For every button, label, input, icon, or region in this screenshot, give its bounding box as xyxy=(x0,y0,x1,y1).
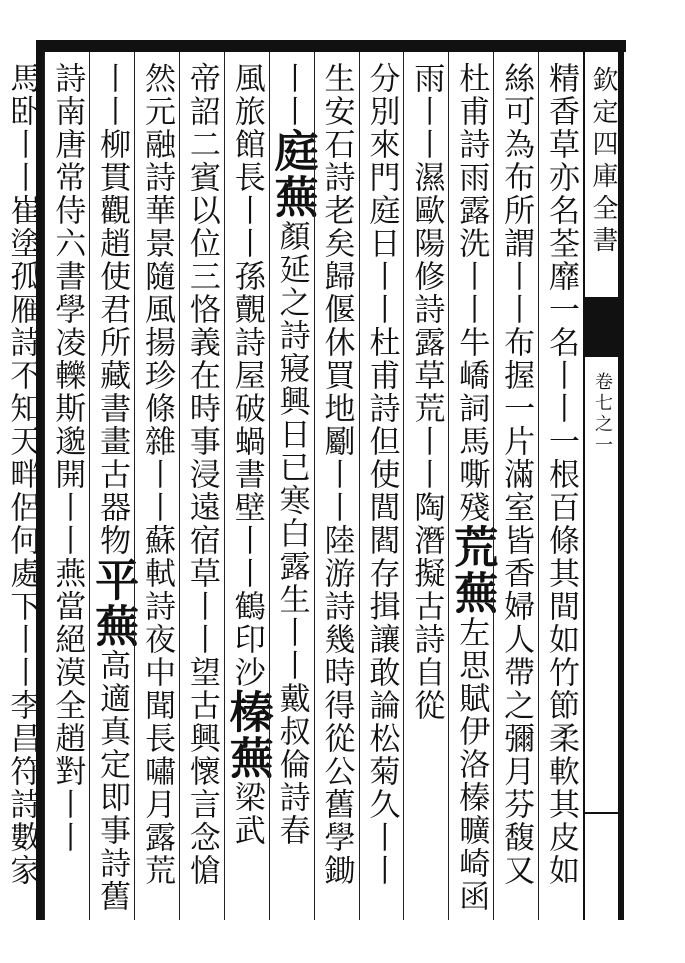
text-column: 詩南唐常侍六書學凌轢斯邈開丨丨燕當絕漠全趙對丨丨 xyxy=(44,52,89,920)
entry-heading: 平蕪 xyxy=(87,557,139,649)
volume-label: 卷七之一 xyxy=(592,372,613,456)
text-column: 丨丨庭蕪顏延之詩寢興日已寒白露生丨丨戴叔倫詩春 xyxy=(269,52,314,920)
text-column: 雨丨丨濕歐陽修詩露草荒丨丨陶潛擬古詩自從 xyxy=(403,52,448,920)
page-margin xyxy=(583,52,620,920)
text-column: 然元融詩華景隨風揚珍條雜丨丨蘇軾詩夜中聞長嘯月露荒 xyxy=(134,52,179,920)
text-column: 馬卧丨丨崔塗孤雁詩不知天畔侶何處下丨丨李昌符詩數家 xyxy=(0,52,44,920)
text-column: 生安石詩老矣歸偃休買地劚丨丨陸游詩幾時得從公舊學鋤 xyxy=(314,52,359,920)
top-border xyxy=(36,40,626,52)
text-column: 帝詔二賓以位三恪義在時事浸遠宿草丨丨望古興懷言念愴 xyxy=(179,52,224,920)
text-column: 分別來門庭日丨丨杜甫詩但使閭閻存揖讓敢論松菊久丨丨 xyxy=(359,52,404,920)
text-body xyxy=(4,52,583,920)
text-column: 丨丨柳貫觀趙使君所藏書畫古器物平蕪高適真定即事詩舊 xyxy=(89,52,134,920)
text-column: 風旅館長丨丨孫覿詩屋破蝸書壁丨丨鶴印沙榛蕪梁武 xyxy=(224,52,269,920)
margin-rule xyxy=(583,812,620,814)
text-column: 絲可為布所謂丨丨布握一片滿室皆香婦人帶之彌月芬馥又 xyxy=(493,52,538,920)
text-column: 精香草亦名荃靡一名丨丨一根百條其間如竹節柔軟其皮如 xyxy=(538,52,583,920)
text-column: 杜甫詩雨露洗丨丨牛嶠詞馬嘶殘荒蕪左思賦伊洛榛曠崎函 xyxy=(448,52,493,920)
entry-heading: 荒蕪 xyxy=(446,524,498,616)
entry-heading: 庭蕪 xyxy=(266,128,318,220)
fish-tail-mark xyxy=(583,297,620,357)
entry-heading: 榛蕪 xyxy=(221,689,273,781)
book-title: 欽定四庫全書 xyxy=(588,66,618,258)
